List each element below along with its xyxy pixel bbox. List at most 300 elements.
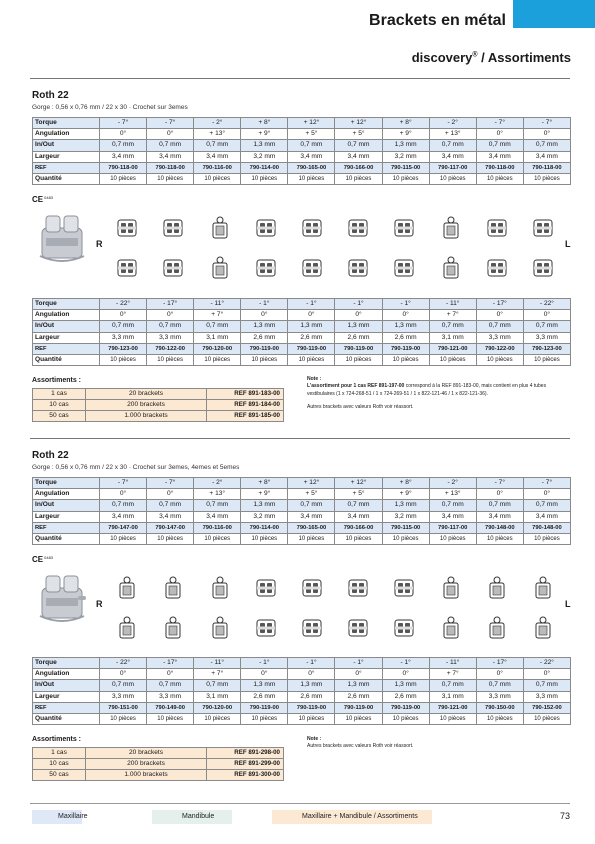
table-cell: 0,7 mm	[194, 680, 241, 691]
note-text: correspond à la REF 891-183-00, mais contient en plus 4 tubes vestibulaires (1 x 724-268-51 / 1 x 724-269-51 / 1 x 822-121-46 / 1 x 822-121-36).	[307, 383, 547, 397]
table-cell: 2,6 mm	[382, 332, 429, 343]
table-cell: 10 pièces	[100, 354, 147, 365]
table-cell: 10 pièces	[147, 713, 194, 724]
table-cell: + 12°	[288, 478, 335, 489]
table-cell: 790-115-00	[382, 162, 429, 173]
table-cell: 3,3 mm	[523, 691, 570, 702]
table-cell: + 8°	[241, 118, 288, 129]
table-cell: 0,7 mm	[429, 140, 476, 151]
table-cell: 790-120-00	[194, 343, 241, 354]
table-cell: 790-116-00	[194, 522, 241, 533]
table-cell: 10 pièces	[429, 354, 476, 365]
table-cell: 790-149-00	[147, 702, 194, 713]
table-cell: 0,7 mm	[523, 321, 570, 332]
bracket-icon	[300, 216, 324, 240]
table-cell: 10 pièces	[100, 173, 147, 184]
table-row	[33, 759, 284, 770]
row-label: Torque	[33, 299, 100, 310]
bracket-icon	[346, 256, 370, 280]
table-cell: 10 pièces	[241, 354, 288, 365]
table-cell: + 8°	[382, 118, 429, 129]
table-cell: 0,7 mm	[429, 680, 476, 691]
table-row	[33, 511, 571, 522]
note-block	[307, 736, 569, 751]
table-cell: 3,4 mm	[147, 511, 194, 522]
table-cell: 3,4 mm	[429, 511, 476, 522]
table-cell: + 8°	[241, 478, 288, 489]
table-cell: 0,7 mm	[476, 140, 523, 151]
table-cell: + 12°	[288, 118, 335, 129]
table-cell: 790-122-00	[476, 343, 523, 354]
table-cell: 0,7 mm	[100, 680, 147, 691]
bracket-icon	[439, 216, 463, 240]
row-label: Torque	[33, 658, 100, 669]
table-cell: 3,3 mm	[147, 691, 194, 702]
table-cell: + 12°	[335, 478, 382, 489]
bracket-photo	[34, 568, 90, 626]
table-cell: 3,4 mm	[476, 151, 523, 162]
bracket-icon	[254, 256, 278, 280]
table-cell: - 22°	[523, 299, 570, 310]
table-row	[33, 411, 284, 422]
header-divider	[30, 78, 570, 79]
bracket-icon	[485, 576, 509, 600]
table-cell: - 2°	[194, 478, 241, 489]
table-cell: 790-119-00	[288, 343, 335, 354]
table-cell: 10 pièces	[429, 173, 476, 184]
table-row	[33, 173, 571, 184]
table-cell: 2,6 mm	[241, 691, 288, 702]
table-row	[33, 118, 571, 129]
page-title: Brackets en métal	[369, 12, 506, 29]
note-extra: Autres brackets avec valeurs Roth voir réassort.	[307, 404, 414, 411]
row-label: Angulation	[33, 129, 100, 140]
table-row	[33, 332, 571, 343]
table-cell: 1,3 mm	[382, 680, 429, 691]
row-label: REF	[33, 702, 100, 713]
table-cell: + 7°	[429, 669, 476, 680]
table-cell: 3,1 mm	[429, 332, 476, 343]
ce-mark	[32, 555, 53, 564]
bracket-icon	[392, 216, 416, 240]
row-label: Largeur	[33, 151, 100, 162]
note-extra: Autres brackets avec valeurs Roth voir réassort.	[307, 743, 414, 750]
table-cell: 10 pièces	[147, 173, 194, 184]
table-cell: 0°	[147, 129, 194, 140]
table-cell: 0,7 mm	[523, 500, 570, 511]
table-row	[33, 669, 571, 680]
table-cell: 10 pièces	[194, 533, 241, 544]
table-row	[33, 748, 284, 759]
maxillary-spec-table	[32, 117, 571, 185]
page-number: 73	[559, 811, 570, 821]
section-title: Roth 22	[32, 450, 69, 461]
table-row	[33, 489, 571, 500]
assortment-qty: 1.000 brackets	[86, 770, 207, 781]
table-cell: 790-119-00	[382, 343, 429, 354]
table-cell: 790-151-00	[100, 702, 147, 713]
table-cell: 0,7 mm	[288, 140, 335, 151]
table-cell: 790-152-00	[523, 702, 570, 713]
table-cell: 790-148-00	[523, 522, 570, 533]
table-cell: 10 pièces	[523, 533, 570, 544]
table-cell: 790-166-00	[335, 522, 382, 533]
table-cell: 790-119-00	[382, 702, 429, 713]
table-cell: 3,3 mm	[147, 332, 194, 343]
bracket-icon	[485, 216, 509, 240]
table-cell: 0,7 mm	[194, 321, 241, 332]
table-cell: 0°	[241, 669, 288, 680]
maxillary-spec-table	[32, 477, 571, 545]
table-cell: 0,7 mm	[147, 500, 194, 511]
table-cell: 0,7 mm	[523, 140, 570, 151]
row-label: Quantité	[33, 173, 100, 184]
upper-bracket-row	[104, 216, 566, 240]
table-cell: - 7°	[523, 118, 570, 129]
table-cell: 3,4 mm	[100, 511, 147, 522]
table-cell: 790-118-00	[147, 162, 194, 173]
table-cell: - 1°	[335, 299, 382, 310]
row-label: REF	[33, 343, 100, 354]
table-cell: 0°	[523, 310, 570, 321]
table-cell: - 17°	[476, 299, 523, 310]
assortment-cases: 50 cas	[33, 770, 86, 781]
table-cell: 0,7 mm	[147, 321, 194, 332]
row-label: REF	[33, 162, 100, 173]
bracket-icon	[300, 616, 324, 640]
table-cell: 790-166-00	[335, 162, 382, 173]
table-cell: 0°	[147, 669, 194, 680]
table-cell: 10 pièces	[288, 173, 335, 184]
legend-label-mandibular: Mandibule	[182, 813, 215, 820]
note-title: Note :	[307, 376, 322, 382]
table-cell: 1,3 mm	[288, 321, 335, 332]
table-cell: + 7°	[429, 310, 476, 321]
assortments-title: Assortiments :	[32, 736, 82, 743]
table-cell: - 2°	[429, 118, 476, 129]
table-cell: 0,7 mm	[288, 500, 335, 511]
table-cell: 0°	[523, 129, 570, 140]
section-divider	[30, 438, 570, 439]
bracket-icon	[161, 576, 185, 600]
assortment-ref: REF 891-298-00	[207, 748, 284, 759]
table-cell: 0°	[100, 129, 147, 140]
table-cell: 790-118-00	[476, 162, 523, 173]
table-row	[33, 533, 571, 544]
table-cell: 3,2 mm	[382, 151, 429, 162]
table-cell: 3,3 mm	[523, 332, 570, 343]
assortment-ref: REF 891-184-00	[207, 400, 284, 411]
registered-mark: ®	[472, 51, 478, 59]
table-cell: + 5°	[288, 489, 335, 500]
table-cell: - 22°	[100, 299, 147, 310]
assortments-table	[32, 388, 284, 422]
table-cell: 10 pièces	[382, 533, 429, 544]
table-cell: 790-119-00	[288, 702, 335, 713]
right-side-label: R	[96, 599, 103, 609]
table-cell: 0,7 mm	[523, 680, 570, 691]
bracket-icon	[300, 256, 324, 280]
table-cell: 3,1 mm	[194, 691, 241, 702]
table-cell: 0,7 mm	[194, 140, 241, 151]
table-cell: - 1°	[335, 658, 382, 669]
table-cell: 2,6 mm	[382, 691, 429, 702]
brand-name: discovery	[411, 50, 473, 65]
table-cell: 0°	[476, 669, 523, 680]
note-title: Note :	[307, 736, 322, 742]
table-row	[33, 702, 571, 713]
table-cell: - 11°	[429, 658, 476, 669]
table-cell: 3,3 mm	[100, 332, 147, 343]
table-cell: 790-117-00	[429, 162, 476, 173]
table-cell: 790-118-00	[523, 162, 570, 173]
table-cell: 790-123-00	[100, 343, 147, 354]
table-cell: 0°	[382, 669, 429, 680]
table-cell: 10 pièces	[523, 354, 570, 365]
table-cell: 0,7 mm	[476, 321, 523, 332]
assortment-qty: 1.000 brackets	[86, 411, 207, 422]
row-label: Largeur	[33, 332, 100, 343]
table-cell: 790-116-00	[194, 162, 241, 173]
row-label: In/Out	[33, 140, 100, 151]
table-cell: 1,3 mm	[241, 140, 288, 151]
table-cell: + 8°	[382, 478, 429, 489]
note-bold: L'assortiment pour 1 cas REF 891-197-00	[307, 383, 405, 390]
table-row	[33, 151, 571, 162]
table-cell: 1,3 mm	[288, 680, 335, 691]
assortment-qty: 20 brackets	[86, 748, 207, 759]
table-cell: + 13°	[194, 489, 241, 500]
lower-bracket-row	[104, 616, 566, 640]
table-cell: 0°	[100, 489, 147, 500]
row-label: Angulation	[33, 669, 100, 680]
table-cell: 10 pièces	[288, 713, 335, 724]
subtitle-rest: / Assortiments	[477, 50, 571, 65]
table-cell: 0°	[476, 489, 523, 500]
assortment-cases: 1 cas	[33, 748, 86, 759]
table-cell: + 13°	[194, 129, 241, 140]
table-cell: 790-117-00	[429, 522, 476, 533]
table-cell: 10 pièces	[241, 533, 288, 544]
section-title: Roth 22	[32, 90, 69, 101]
table-cell: 10 pièces	[147, 354, 194, 365]
table-cell: - 7°	[147, 478, 194, 489]
table-cell: - 17°	[476, 658, 523, 669]
table-row	[33, 321, 571, 332]
table-cell: 0°	[476, 129, 523, 140]
table-cell: 0°	[335, 669, 382, 680]
bracket-icon	[208, 616, 232, 640]
bracket-icon	[300, 576, 324, 600]
table-cell: - 17°	[147, 299, 194, 310]
table-row	[33, 658, 571, 669]
table-row	[33, 129, 571, 140]
bracket-icon	[115, 216, 139, 240]
table-cell: 3,4 mm	[523, 511, 570, 522]
mandibular-spec-table	[32, 298, 571, 366]
bracket-icon	[531, 576, 555, 600]
table-cell: 10 pièces	[476, 713, 523, 724]
table-row	[33, 522, 571, 533]
assortment-qty: 200 brackets	[86, 400, 207, 411]
table-row	[33, 500, 571, 511]
row-label: Torque	[33, 118, 100, 129]
table-cell: - 7°	[476, 118, 523, 129]
table-cell: 3,1 mm	[429, 691, 476, 702]
table-cell: 10 pièces	[523, 713, 570, 724]
table-cell: + 9°	[382, 489, 429, 500]
table-cell: 10 pièces	[335, 713, 382, 724]
table-row	[33, 343, 571, 354]
header-accent-tab	[513, 0, 595, 28]
row-label: Angulation	[33, 489, 100, 500]
table-cell: 10 pièces	[241, 713, 288, 724]
table-cell: - 1°	[382, 299, 429, 310]
table-cell: 0°	[100, 669, 147, 680]
table-cell: 3,4 mm	[100, 151, 147, 162]
table-row	[33, 680, 571, 691]
table-cell: + 13°	[429, 489, 476, 500]
table-cell: 0,7 mm	[476, 680, 523, 691]
table-cell: 0,7 mm	[476, 500, 523, 511]
bracket-icon	[439, 256, 463, 280]
table-cell: - 1°	[288, 299, 335, 310]
bracket-icon	[161, 616, 185, 640]
table-cell: 10 pièces	[100, 533, 147, 544]
table-cell: 10 pièces	[147, 533, 194, 544]
table-cell: 1,3 mm	[382, 500, 429, 511]
table-cell: 0,7 mm	[335, 500, 382, 511]
table-cell: + 12°	[335, 118, 382, 129]
table-cell: - 11°	[194, 658, 241, 669]
row-label: Quantité	[33, 713, 100, 724]
table-cell: 790-147-00	[147, 522, 194, 533]
table-row	[33, 310, 571, 321]
table-cell: 10 pièces	[335, 173, 382, 184]
assortment-cases: 1 cas	[33, 389, 86, 400]
assortment-cases: 10 cas	[33, 400, 86, 411]
assortments-title: Assortiments :	[32, 377, 82, 384]
table-cell: 0°	[523, 489, 570, 500]
table-cell: 3,4 mm	[523, 151, 570, 162]
table-cell: 3,3 mm	[100, 691, 147, 702]
table-cell: + 5°	[288, 129, 335, 140]
table-cell: 1,3 mm	[241, 500, 288, 511]
table-cell: 790-121-00	[429, 702, 476, 713]
table-cell: 10 pièces	[100, 713, 147, 724]
table-cell: - 7°	[523, 478, 570, 489]
table-row	[33, 140, 571, 151]
table-cell: - 1°	[241, 658, 288, 669]
table-cell: 0,7 mm	[147, 680, 194, 691]
ce-mark	[32, 195, 53, 204]
bracket-icon	[346, 576, 370, 600]
table-cell: - 1°	[382, 658, 429, 669]
section-description: Gorge : 0,56 x 0,76 mm / 22 x 30 · Crochet sur 3emes, 4emes et 5emes	[32, 464, 240, 471]
row-label: In/Out	[33, 680, 100, 691]
table-cell: - 7°	[476, 478, 523, 489]
table-cell: 3,4 mm	[194, 511, 241, 522]
table-cell: - 7°	[147, 118, 194, 129]
table-cell: 2,6 mm	[335, 691, 382, 702]
table-cell: - 22°	[100, 658, 147, 669]
footer-divider	[30, 803, 570, 804]
table-cell: 3,4 mm	[335, 151, 382, 162]
table-cell: 1,3 mm	[241, 321, 288, 332]
left-side-label: L	[565, 239, 571, 249]
bracket-icon	[531, 256, 555, 280]
table-cell: 3,4 mm	[194, 151, 241, 162]
table-cell: 3,4 mm	[429, 151, 476, 162]
table-row	[33, 389, 284, 400]
table-cell: 2,6 mm	[288, 332, 335, 343]
table-row	[33, 400, 284, 411]
table-cell: 3,4 mm	[476, 511, 523, 522]
table-cell: 10 pièces	[194, 713, 241, 724]
bracket-icon	[254, 616, 278, 640]
row-label: Largeur	[33, 511, 100, 522]
table-cell: 1,3 mm	[335, 321, 382, 332]
ce-number: 0483	[44, 195, 54, 200]
assortment-qty: 200 brackets	[86, 759, 207, 770]
table-cell: 10 pièces	[429, 533, 476, 544]
mandibular-spec-table	[32, 657, 571, 725]
table-cell: 790-148-00	[476, 522, 523, 533]
table-cell: - 7°	[100, 118, 147, 129]
table-cell: 0°	[476, 310, 523, 321]
bracket-icon	[115, 256, 139, 280]
table-cell: - 11°	[194, 299, 241, 310]
table-cell: 3,4 mm	[288, 151, 335, 162]
table-cell: 2,6 mm	[288, 691, 335, 702]
table-cell: 790-119-00	[335, 343, 382, 354]
table-cell: 3,1 mm	[194, 332, 241, 343]
table-cell: + 5°	[335, 489, 382, 500]
table-cell: 790-119-00	[335, 702, 382, 713]
table-cell: + 9°	[382, 129, 429, 140]
table-cell: 790-122-00	[147, 343, 194, 354]
table-cell: 10 pièces	[241, 173, 288, 184]
table-cell: 3,2 mm	[382, 511, 429, 522]
lower-bracket-row	[104, 256, 566, 280]
table-row	[33, 354, 571, 365]
row-label: Torque	[33, 478, 100, 489]
table-cell: 3,3 mm	[476, 332, 523, 343]
assortment-qty: 20 brackets	[86, 389, 207, 400]
bracket-icon	[392, 256, 416, 280]
table-cell: 10 pièces	[288, 533, 335, 544]
table-cell: 3,4 mm	[147, 151, 194, 162]
table-cell: 10 pièces	[382, 173, 429, 184]
bracket-icon	[346, 216, 370, 240]
row-label: In/Out	[33, 321, 100, 332]
table-cell: 790-147-00	[100, 522, 147, 533]
table-cell: - 17°	[147, 658, 194, 669]
table-cell: 0,7 mm	[429, 500, 476, 511]
table-cell: 10 pièces	[194, 173, 241, 184]
bracket-icon	[485, 256, 509, 280]
table-cell: + 7°	[194, 310, 241, 321]
note-block	[307, 376, 569, 412]
row-label: Angulation	[33, 310, 100, 321]
table-cell: 790-119-00	[241, 702, 288, 713]
table-cell: 1,3 mm	[241, 680, 288, 691]
bracket-icon	[115, 576, 139, 600]
table-cell: 3,2 mm	[241, 511, 288, 522]
bracket-icon	[208, 576, 232, 600]
row-label: REF	[33, 522, 100, 533]
table-cell: 790-120-00	[194, 702, 241, 713]
